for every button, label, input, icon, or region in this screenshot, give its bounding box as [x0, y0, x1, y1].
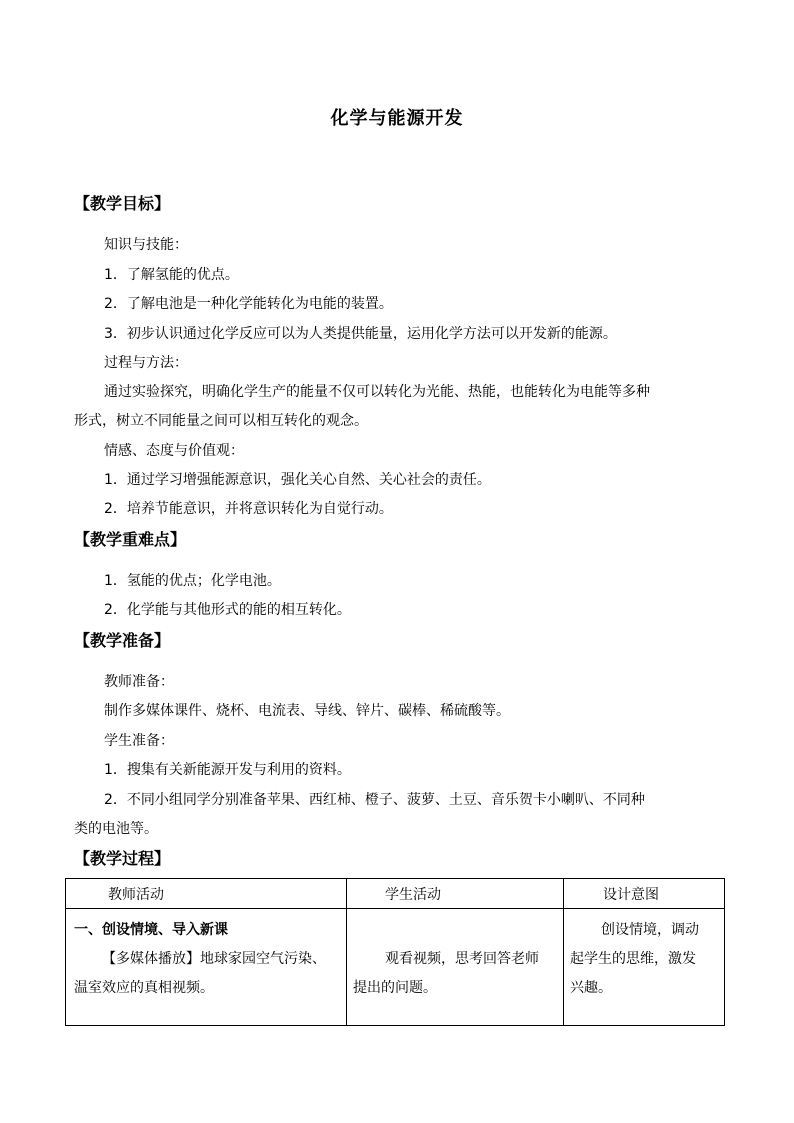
design-intent-cell: [564, 909, 725, 1026]
table-header-cell: [564, 879, 725, 909]
emotion-label: 情感、态度与价值观：: [104, 443, 244, 459]
knowledge-item: 3．初步认识通过化学反应可以为人类提供能量，运用化学方法可以开发新的能源。: [104, 326, 617, 342]
student-prep-item: 1．搜集有关新能源开发与利用的资料。: [104, 762, 351, 778]
table-header-cell: [347, 879, 564, 909]
teacher-activity-title: 一、创设情境、导入新课: [74, 922, 228, 938]
key-point-item: 1．氢能的优点；化学电池。: [104, 573, 281, 589]
student-activity-header: 学生活动: [385, 886, 441, 903]
table-row: [66, 909, 725, 1026]
preparation-heading: 【教学准备】: [74, 631, 171, 650]
table-header-cell: [66, 879, 347, 909]
lesson-process-table: [65, 878, 725, 1026]
emotion-item: 1．通过学习增强能源意识，强化关心自然、关心社会的责任。: [104, 472, 491, 488]
process-text: 通过实验探究，明确化学生产的能量不仅可以转化为光能、热能，也能转化为电能等多种: [104, 384, 650, 400]
table-header-row: [66, 879, 725, 909]
knowledge-item: 2．了解电池是一种化学能转化为电能的装置。: [104, 296, 393, 312]
teacher-activity-text: 【多媒体播放】地球家园空气污染、: [102, 951, 326, 967]
teacher-prep-label: 教师准备：: [104, 674, 174, 690]
page-title: 化学与能源开发: [330, 108, 464, 129]
process-text: 形式，树立不同能量之间可以相互转化的观念。: [74, 413, 368, 429]
student-activity-text: 观看视频，思考回答老师: [385, 951, 539, 967]
teacher-prep-text: 制作多媒体课件、烧杯、电流表、导线、锌片、碳棒、稀硫酸等。: [104, 703, 510, 719]
teacher-activity-cell: [66, 909, 347, 1026]
teacher-activity-header: 教师活动: [108, 886, 164, 903]
process-label: 过程与方法：: [104, 355, 188, 371]
design-intent-text: 创设情境，调动: [601, 922, 699, 938]
knowledge-item: 1．了解氢能的优点。: [104, 267, 239, 283]
student-prep-item: 类的电池等。: [74, 821, 158, 837]
student-prep-label: 学生准备：: [104, 733, 174, 749]
emotion-item: 2．培养节能意识，并将意识转化为自觉行动。: [104, 501, 393, 517]
student-activity-cell: [347, 909, 564, 1026]
student-activity-text: 提出的问题。: [353, 980, 437, 996]
knowledge-label: 知识与技能：: [104, 237, 188, 253]
process-heading: 【教学过程】: [74, 849, 171, 868]
student-prep-item: 2．不同小组同学分别准备苹果、西红柿、橙子、菠萝、土豆、音乐贺卡小喇叭、不同种: [104, 792, 645, 808]
design-intent-text: 兴趣。: [570, 980, 612, 996]
design-intent-header: 设计意图: [603, 886, 659, 903]
key-point-item: 2．化学能与其他形式的能的相互转化。: [104, 602, 351, 618]
objectives-heading: 【教学目标】: [74, 194, 171, 213]
design-intent-text: 起学生的思维，激发: [570, 951, 696, 967]
key-points-heading: 【教学重难点】: [74, 530, 187, 549]
teacher-activity-text: 温室效应的真相视频。: [74, 980, 214, 996]
